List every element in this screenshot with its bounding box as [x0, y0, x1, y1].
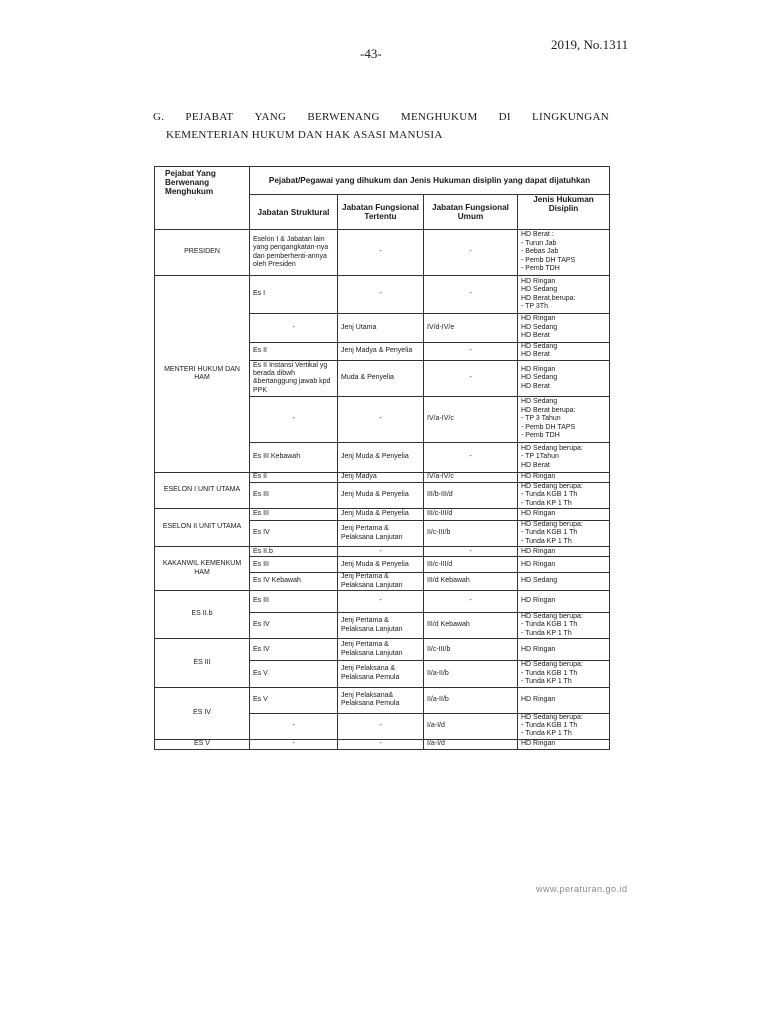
heading-word: BERWENANG	[307, 111, 380, 123]
fungsional-tertentu-cell: -	[338, 230, 424, 276]
fungsional-tertentu-cell: -	[338, 591, 424, 613]
hukuman-line: HD Berat,berupa:	[521, 294, 576, 302]
table-row	[155, 739, 610, 749]
fungsional-umum-cell: -	[424, 276, 518, 314]
struktural-cell: Es III	[250, 482, 338, 508]
table-row	[155, 591, 610, 613]
fungsional-umum-cell: III/c-III/d	[424, 509, 518, 521]
authority-cell: PRESIDEN	[155, 230, 250, 276]
table-row	[155, 639, 610, 661]
hukuman-line: HD Ringan	[521, 597, 556, 605]
hukuman-line: HD Ringan	[521, 740, 556, 748]
hukuman-cell	[518, 314, 610, 343]
hukuman-line: HD Berat berupa:	[521, 406, 576, 414]
fungsional-umum-cell: IV/a-IV/c	[424, 472, 518, 482]
heading-word: DI	[498, 111, 511, 123]
struktural-cell: -	[250, 713, 338, 739]
heading-word: YANG	[254, 111, 287, 123]
fungsional-tertentu-cell: Jenj Utama	[338, 314, 424, 343]
fungsional-umum-cell: III/d Kebawah	[424, 573, 518, 591]
struktural-cell: Es IV	[250, 639, 338, 661]
hukuman-line: - Turun Jab	[521, 239, 557, 247]
fungsional-tertentu-cell: -	[338, 713, 424, 739]
hukuman-line: HD Sedang	[521, 374, 558, 382]
struktural-cell: Es I	[250, 276, 338, 314]
heading-line-1	[153, 111, 609, 123]
page-number: -43-	[360, 46, 382, 61]
hukuman-cell	[518, 687, 610, 713]
heading-word: G.	[153, 111, 165, 123]
fungsional-tertentu-cell: -	[338, 396, 424, 442]
hukuman-line: HD Berat	[521, 382, 550, 390]
table-row	[155, 687, 610, 713]
hukuman-line: HD Sedang	[521, 398, 558, 406]
struktural-cell: Es II Instansi Vertikal yg berada dibwh &bertanggung jawab kpd PPK	[250, 360, 338, 396]
hukuman-cell	[518, 547, 610, 557]
hukuman-line: HD Berat	[521, 351, 550, 359]
fungsional-umum-cell: I/a-I/d	[424, 739, 518, 749]
hukuman-line: HD Berat :	[521, 231, 554, 239]
fungsional-umum-cell: -	[424, 591, 518, 613]
hukuman-line: - Pemb TDH	[521, 431, 560, 439]
authority-cell: ES III	[155, 639, 250, 687]
fungsional-tertentu-cell: Jenj Madya & Penyelia	[338, 343, 424, 361]
hukuman-line: - TP 3 Tahun	[521, 415, 561, 423]
fungsional-umum-cell: I/a-I/d	[424, 713, 518, 739]
fungsional-umum-cell: IV/a-IV/c	[424, 396, 518, 442]
fungsional-tertentu-cell: -	[338, 739, 424, 749]
heading-word: MENGHUKUM	[400, 111, 478, 123]
authority-cell: MENTERI HUKUM DAN HAM	[155, 276, 250, 473]
fungsional-umum-cell: II/a-II/b	[424, 661, 518, 687]
authority-cell: ES II.b	[155, 591, 250, 639]
disciplinary-authority-table	[154, 166, 610, 750]
hukuman-line: - Tunda KP 1 Th	[521, 629, 572, 637]
document-reference: 2019, No.1311	[551, 37, 629, 52]
column-header-authority: Pejabat Yang Berwenang Menghukum	[155, 167, 250, 230]
hukuman-line: - Bebas Jab	[521, 248, 559, 256]
struktural-cell: Es III	[250, 509, 338, 521]
fungsional-tertentu-cell: Muda & Penyelia	[338, 360, 424, 396]
fungsional-umum-cell: III/c-III/d	[424, 557, 518, 573]
fungsional-tertentu-cell: Jenj Muda & Penyelia	[338, 509, 424, 521]
hukuman-line: HD Sedang berupa:	[521, 713, 583, 721]
table-row	[155, 472, 610, 482]
hukuman-cell	[518, 360, 610, 396]
hukuman-cell	[518, 557, 610, 573]
hukuman-line: - Pemb DH TAPS	[521, 423, 576, 431]
table-row	[155, 547, 610, 557]
hukuman-line: HD Sedang	[521, 343, 558, 350]
hukuman-line: HD Sedang	[521, 286, 558, 294]
hukuman-line: - Tunda KP 1 Th	[521, 730, 572, 738]
struktural-cell: -	[250, 314, 338, 343]
fungsional-umum-cell: IV/d-IV/e	[424, 314, 518, 343]
authority-cell: ESELON I UNIT UTAMA	[155, 472, 250, 508]
heading-line-2: KEMENTERIAN HUKUM DAN HAK ASASI MANUSIA	[166, 129, 443, 141]
authority-cell: KAKANWIL KEMENKUM HAM	[155, 547, 250, 591]
hukuman-line: - Tunda KGB 1 Th	[521, 669, 578, 677]
hukuman-line: HD Ringan	[521, 645, 556, 653]
hukuman-line: - Tunda KP 1 Th	[521, 537, 572, 545]
authority-cell: ES IV	[155, 687, 250, 739]
fungsional-tertentu-cell: Jenj Muda & Penyelia	[338, 482, 424, 508]
column-header-fungsional-umum: Jabatan Fungsional Umum	[424, 195, 518, 230]
fungsional-tertentu-cell: Jenj Pelaksana& Pelaksana Pemula	[338, 687, 424, 713]
fungsional-tertentu-cell: Jenj Pelaksana & Pelaksana Pemula	[338, 661, 424, 687]
fungsional-tertentu-cell: Jenj Pertama & Pelaksana Lanjutan	[338, 639, 424, 661]
struktural-cell: Es II	[250, 343, 338, 361]
hukuman-line: HD Sedang berupa:	[521, 482, 583, 490]
hukuman-line: - Tunda KGB 1 Th	[521, 721, 578, 729]
hukuman-line: HD Ringan	[521, 560, 556, 568]
authority-cell: ES V	[155, 739, 250, 749]
struktural-cell: Eselon I & Jabatan lain yang pengangkatan-nya dan pemberhenti-annya oleh Presiden	[250, 230, 338, 276]
hukuman-line: HD Ringan	[521, 547, 556, 555]
hukuman-cell	[518, 482, 610, 508]
hukuman-line: - Tunda KGB 1 Th	[521, 621, 578, 629]
fungsional-umum-cell: II/a-II/b	[424, 687, 518, 713]
struktural-cell: Es III	[250, 557, 338, 573]
table-row	[155, 230, 610, 276]
table-row	[155, 509, 610, 521]
hukuman-line: - Tunda KP 1 Th	[521, 499, 572, 507]
hukuman-line: - TP 1Tahun	[521, 453, 559, 461]
table-header	[155, 167, 610, 230]
hukuman-line: HD Sedang berupa:	[521, 661, 583, 669]
hukuman-line: - Tunda KP 1 Th	[521, 678, 572, 686]
hukuman-cell	[518, 472, 610, 482]
hukuman-cell	[518, 509, 610, 521]
column-header-fungsional-tertentu: Jabatan Fungsional Tertentu	[338, 195, 424, 230]
hukuman-line: HD Ringan	[521, 277, 556, 285]
fungsional-umum-cell: -	[424, 230, 518, 276]
fungsional-umum-cell: II/c-III/b	[424, 639, 518, 661]
struktural-cell: Es IV Kebawah	[250, 573, 338, 591]
hukuman-cell	[518, 739, 610, 749]
struktural-cell: Es III Kebawah	[250, 442, 338, 472]
hukuman-line: - Tunda KGB 1 Th	[521, 491, 578, 499]
fungsional-umum-cell: -	[424, 442, 518, 472]
section-heading	[153, 111, 609, 141]
struktural-cell: -	[250, 739, 338, 749]
hukuman-line: HD Sedang berupa:	[521, 444, 583, 452]
hukuman-cell	[518, 591, 610, 613]
authority-cell: ESELON II UNIT UTAMA	[155, 509, 250, 547]
hukuman-cell	[518, 521, 610, 547]
hukuman-line: - Pemb TDH	[521, 265, 560, 273]
hukuman-line: HD Sedang berupa:	[521, 521, 583, 529]
fungsional-tertentu-cell: Jenj Pertama & Pelaksana Lanjutan	[338, 521, 424, 547]
hukuman-line: HD Sedang	[521, 577, 558, 585]
fungsional-tertentu-cell: -	[338, 547, 424, 557]
struktural-cell: Es V	[250, 661, 338, 687]
heading-word: LINGKUNGAN	[532, 111, 609, 123]
hukuman-cell	[518, 396, 610, 442]
fungsional-umum-cell: -	[424, 547, 518, 557]
column-header-jenis-hukuman: Jenis Hukuman Disiplin	[518, 195, 610, 230]
fungsional-tertentu-cell: Jenj Muda & Penyelia	[338, 557, 424, 573]
hukuman-cell	[518, 343, 610, 361]
struktural-cell: -	[250, 396, 338, 442]
hukuman-line: - TP 3Th	[521, 302, 548, 310]
hukuman-line: HD Ringan	[521, 365, 556, 373]
hukuman-line: - Pemb DH TAPS	[521, 256, 576, 264]
hukuman-line: HD Sedang	[521, 323, 558, 331]
hukuman-line: - Tunda KGB 1 Th	[521, 529, 578, 537]
hukuman-cell	[518, 276, 610, 314]
hukuman-line: HD Berat	[521, 461, 550, 469]
column-header-struktural: Jabatan Struktural	[250, 195, 338, 230]
fungsional-tertentu-cell: -	[338, 276, 424, 314]
hukuman-line: HD Sedang berupa:	[521, 613, 583, 621]
hukuman-cell	[518, 713, 610, 739]
struktural-cell: Es IV	[250, 521, 338, 547]
hukuman-line: HD Ringan	[521, 473, 556, 481]
struktural-cell: Es III	[250, 591, 338, 613]
table-row	[155, 276, 610, 314]
fungsional-tertentu-cell: Jenj Pertama & Pelaksana Lanjutan	[338, 613, 424, 639]
hukuman-cell	[518, 613, 610, 639]
column-group-header: Pejabat/Pegawai yang dihukum dan Jenis Hukuman disiplin yang dapat dijatuhkan	[250, 167, 610, 195]
fungsional-umum-cell: III/d Kebawah	[424, 613, 518, 639]
fungsional-tertentu-cell: Jenj Madya	[338, 472, 424, 482]
hukuman-line: HD Berat	[521, 332, 550, 340]
hukuman-line: HD Ringan	[521, 510, 556, 518]
footer-website: www.peraturan.go.id	[536, 884, 628, 894]
hukuman-line: HD Ringan	[521, 315, 556, 323]
struktural-cell: Es V	[250, 687, 338, 713]
struktural-cell: Es II	[250, 472, 338, 482]
struktural-cell: Es IV	[250, 613, 338, 639]
fungsional-tertentu-cell: Jenj Muda & Penyelia	[338, 442, 424, 472]
hukuman-cell	[518, 442, 610, 472]
fungsional-umum-cell: II/c-III/b	[424, 521, 518, 547]
hukuman-cell	[518, 661, 610, 687]
heading-word: PEJABAT	[185, 111, 234, 123]
hukuman-cell	[518, 639, 610, 661]
fungsional-tertentu-cell: Jenj Pertama & Pelaksana Lanjutan	[338, 573, 424, 591]
fungsional-umum-cell: III/b-III/d	[424, 482, 518, 508]
fungsional-umum-cell: -	[424, 343, 518, 361]
hukuman-line: HD Ringan	[521, 695, 556, 703]
fungsional-umum-cell: -	[424, 360, 518, 396]
table-body	[155, 230, 610, 750]
hukuman-cell	[518, 573, 610, 591]
hukuman-cell	[518, 230, 610, 276]
struktural-cell: Es II.b	[250, 547, 338, 557]
